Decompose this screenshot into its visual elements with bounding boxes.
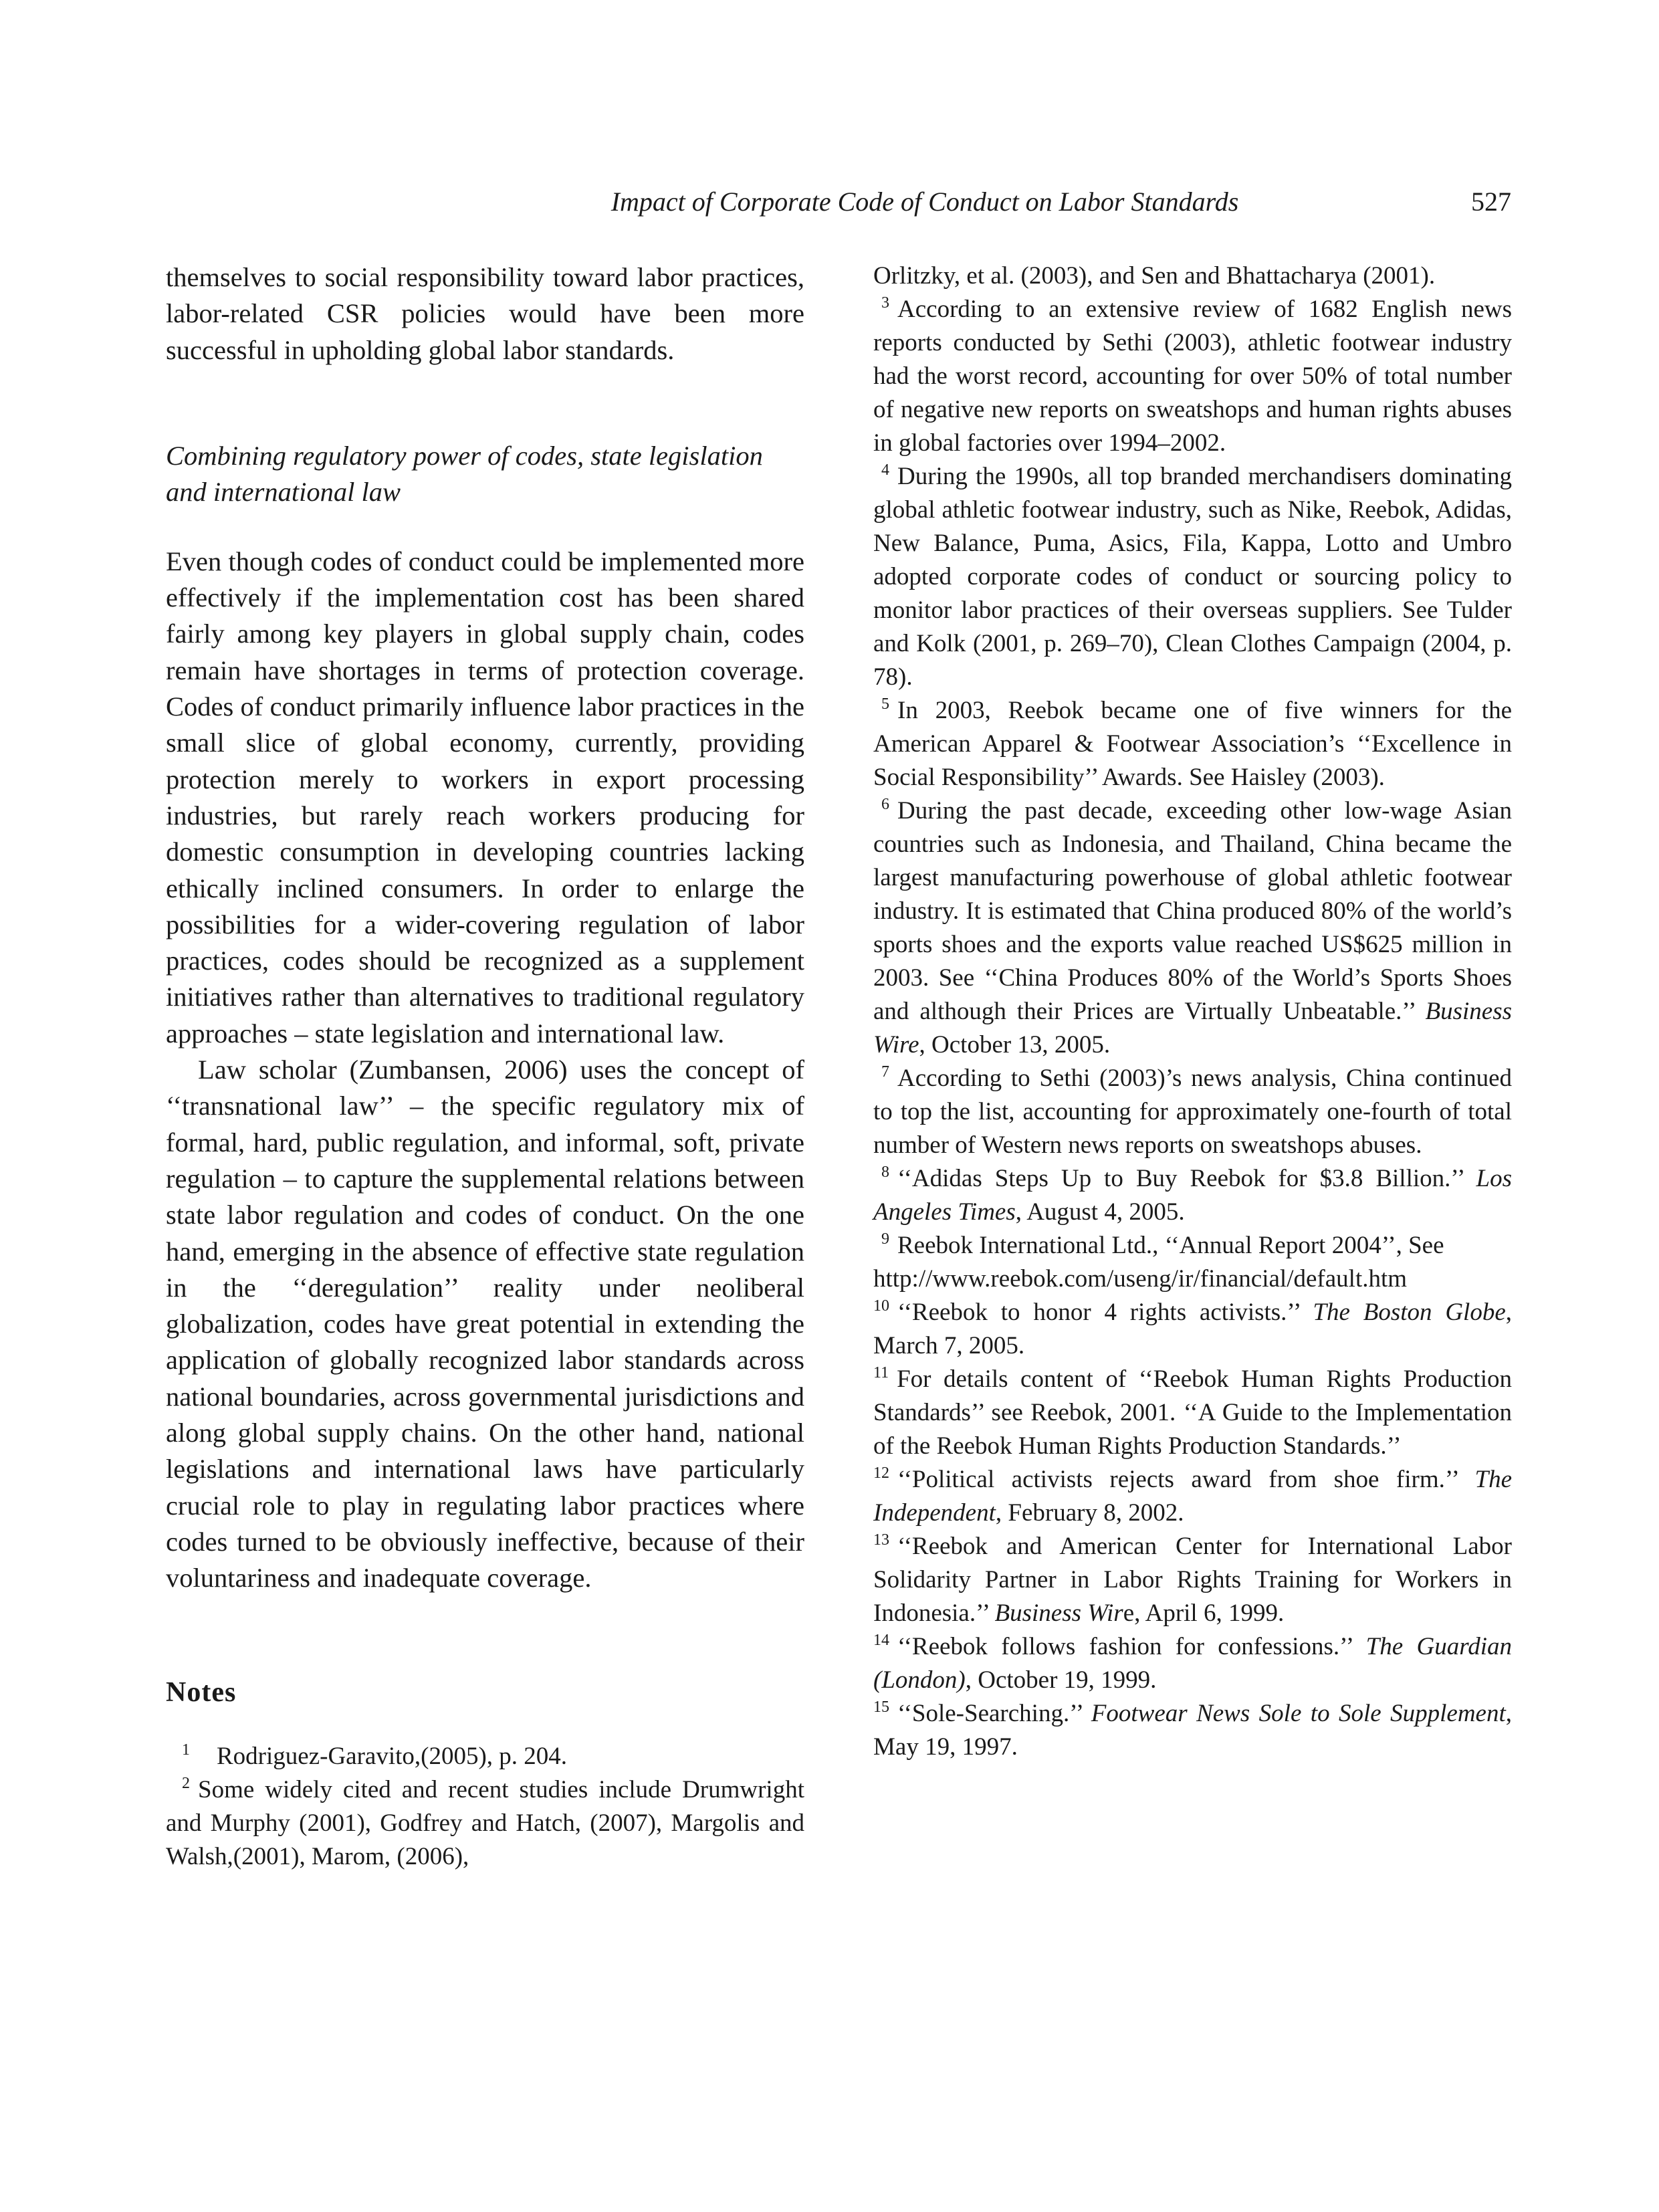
footnote-number: 8 [881,1164,889,1181]
footnote-text: Some widely cited and recent studies include Drumwright and Murphy (2001), Godfrey and Hatch, (2007), Margolis and Walsh,(2001), Marom, (2006), [166,1775,804,1870]
footnote [873,1463,1512,1530]
footnote-source: Business Wire [873,998,1512,1059]
footnote-text: In 2003, Reebok became one of five winners for the American Apparel & Footwear Association’s ‘‘Excellence in Social Responsibility’’ Awards. See Haisley (2003). [873,697,1512,791]
subheading-line-1: Combining regulatory power of codes, state legislation [166,440,763,471]
footnote-text: , May 19, 1997. [873,1700,1512,1761]
footnote-text: ‘‘Reebok and American Center for International Labor Solidarity Partner in Labor Rights Training for Workers in Indonesia.’’ [873,1533,1512,1627]
footnote-text: , February 8, 2002. [995,1499,1184,1527]
running-header [166,182,1511,222]
footnote [873,1062,1512,1162]
footnote-text: For details content of ‘‘Reebok Human Rights Production Standards’’ see Reebok, 2001. ‘‘A Guide to the Implementation of the Reebok Human Rights Production Standards.’’ [873,1365,1512,1460]
footnote [873,1162,1512,1229]
footnote-text: ‘‘Sole-Searching.’’ [897,1700,1091,1727]
footnote-number: 11 [873,1364,889,1381]
footnote-source: Los Angeles Times [873,1165,1512,1226]
footnote [166,1773,804,1874]
footnote [873,1363,1512,1463]
footnote-text: ‘‘Reebok to honor 4 rights activists.’’ [897,1299,1313,1326]
footnote-number: 14 [873,1632,889,1649]
section-subheading [166,438,804,510]
footnote [873,694,1512,794]
footnote-number: 9 [881,1230,889,1248]
footnote [873,293,1512,460]
footnote-continued: Orlitzky, et al. (2003), and Sen and Bhattacharya (2001). [873,262,1436,290]
footnote-source: Footwear News Sole to Sole Supplement [1091,1700,1506,1727]
footnote [873,1296,1512,1363]
footnote-source: The Boston Globe [1313,1299,1506,1326]
footnote-text: ‘‘Reebok follows fashion for confessions.’’ [897,1633,1366,1660]
footnote-source: The Guardian (London) [873,1633,1513,1694]
footnote [873,1697,1512,1764]
footnote [873,1530,1512,1630]
footnote [873,460,1512,694]
footnote-text: ‘‘Political activists rejects award from shoe firm.’’ [897,1466,1475,1493]
footnote-text: , October 13, 2005. [919,1031,1111,1059]
footnote-text: According to an extensive review of 1682 English news reports conducted by Sethi (2003), athletic footwear industry had the worst record, accounting for over 50% of total number of negative new reports on sweatshops and human rights abuses in global factories over 1994–2002. [873,296,1512,457]
footnote-number: 4 [881,461,889,479]
footnote-number: 7 [881,1063,889,1081]
footnote-text: ‘‘Adidas Steps Up to Buy Reebok for $3.8 Billion.’’ [897,1165,1476,1192]
footnote-text: e, April 6, 1999. [1123,1599,1285,1627]
running-title: Impact of Corporate Code of Conduct on Labor Standards [611,187,1239,217]
left-column [166,259,804,1874]
footnote-text: Reebok International Ltd., ‘‘Annual Report 2004’’, See http://www.reebok.com/useng/ir/financial/default.htm [873,1232,1444,1293]
page-number: 527 [1471,187,1511,217]
footnote-number: 10 [873,1297,889,1315]
footnote-number: 12 [873,1464,889,1482]
footnote-source: The Independent [873,1466,1512,1527]
footnote-text: , August 4, 2005. [1015,1198,1185,1226]
footnote [166,1740,804,1773]
footnote-source: Business Wir [994,1599,1123,1627]
footnote-number: 5 [881,695,889,713]
footnote-text: During the 1990s, all top branded merchandisers dominating global athletic footwear industry, such as Nike, Reebok, Adidas, New Balance, Puma, Asics, Fila, Kappa, Lotto and Umbro adopted corporate codes of conduct or sourcing policy to monitor labor practices of their overseas suppliers. See Tulder and Kolk (2001, p. 269–70), Clean Clothes Campaign (2004, p. 78). [873,463,1512,691]
paragraph-continued: themselves to social responsibility toward labor practices, labor-related CSR policies would have been more successful in upholding global labor standards. [166,262,804,365]
footnote-number: 2 [182,1774,190,1792]
footnote-text: According to Sethi (2003)’s news analysis, China continued to top the list, accounting for approximately one-fourth of total number of Western news reports on sweatshops abuses. [873,1065,1512,1159]
footnote-text: , October 19, 1999. [965,1666,1157,1694]
footnote [873,794,1512,1062]
right-column [873,259,1512,1764]
body-paragraph: Law scholar (Zumbansen, 2006) uses the concept of ‘‘transnational law’’ – the specific regulatory mix of formal, hard, public regulation, and informal, soft, private regulation – to capture the supplemental relations between state labor regulation and codes of conduct. On the one hand, emerging in the absence of effective state regulation in the ‘‘deregulation’’ reality under neoliberal globalization, codes have great potential in extending the application of globally recognized labor standards across national boundaries, across governmental jurisdictions and along global supply chains. On the other hand, national legislations and international laws have particularly crucial role to play in regulating labor practices where codes turned to be obviously ineffective, because of their voluntariness and inadequate coverage. [166,1055,804,1593]
notes-heading: Notes [166,1676,237,1708]
footnote-number: 13 [873,1531,889,1549]
footnote-text: During the past decade, exceeding other low-wage Asian countries such as Indonesia, and Thailand, China became the largest manufacturing powerhouse of global athletic footwear industry. It is estimated that China produced 80% of the world’s sports shoes and the exports value reached US$625 million in 2003. See ‘‘China Produces 80% of the World’s Sports Shoes and although their Prices are Virtually Unbeatable.’’ [873,797,1512,1025]
footnote-number: 15 [873,1698,889,1716]
footnote-number: 6 [881,796,889,813]
footnote [873,1630,1512,1697]
footnote-number: 1 [182,1741,190,1759]
footnote-text: Rodriguez-Garavito,(2005), p. 204. [217,1742,568,1770]
footnote-text: , March 7, 2005. [873,1299,1513,1359]
subheading-line-2: and international law [166,476,401,507]
body-paragraph: Even though codes of conduct could be implemented more effectively if the implementation cost has been shared fairly among key players in global supply chain, codes remain have shortages in terms of protection coverage. Codes of conduct primarily influence labor practices in the small slice of global economy, currently, providing protection merely to workers in export processing industries, but rarely reach workers producing for domestic consumption in developing countries lacking ethically inclined consumers. In order to enlarge the possibilities for a wider-covering regulation of labor practices, codes should be recognized as a supplement initiatives rather than alternatives to traditional regulatory approaches – state legislation and international law. [166,546,804,1048]
footnote-number: 3 [881,294,889,312]
footnote [873,1229,1512,1296]
